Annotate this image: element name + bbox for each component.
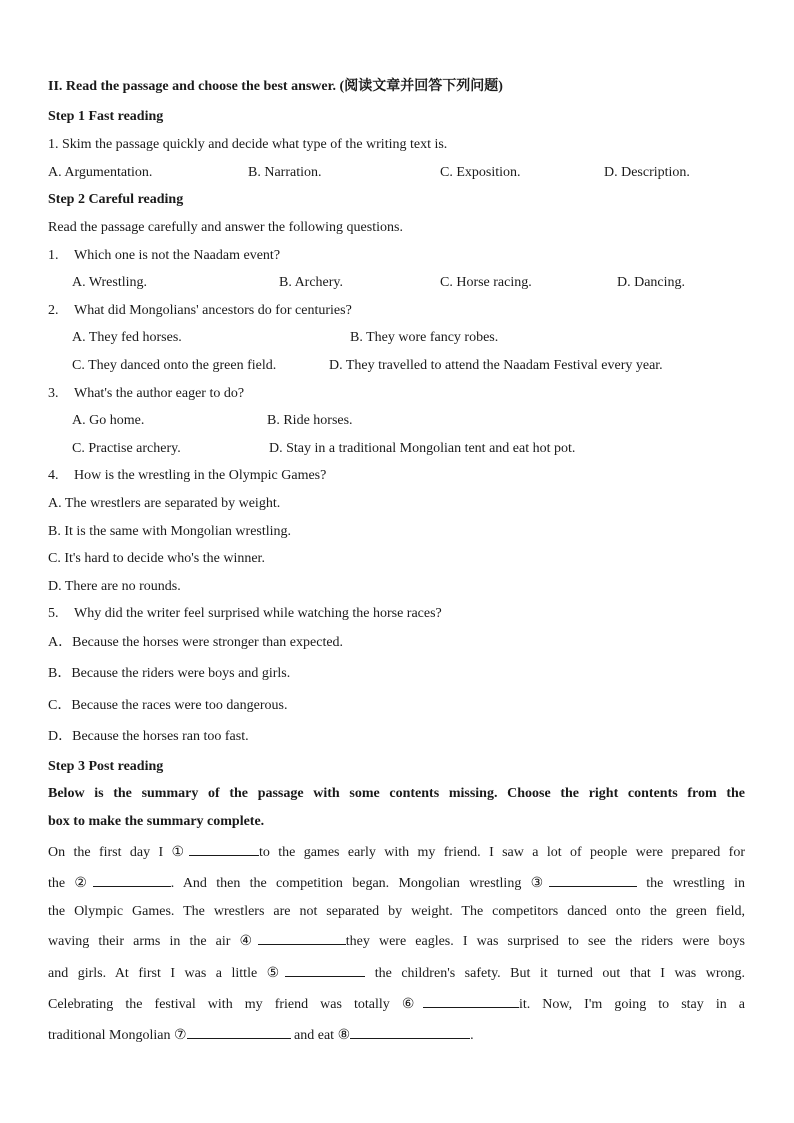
summary-line-3: the Olympic Games. The wrestlers are not separated by weight. The competitors danced onto the green field, (48, 904, 745, 919)
step1-option-c: C. Exposition. (440, 165, 521, 180)
q4-option-a: A. The wrestlers are separated by weight. (48, 496, 281, 511)
summary-line-5 (48, 963, 745, 983)
blank-6[interactable] (423, 994, 519, 1008)
summary-text: On the first day I ① (48, 845, 189, 860)
step3-heading: Step 3 Post reading (48, 759, 164, 774)
blank-1[interactable] (189, 842, 259, 856)
q2-option-a: A. They fed horses. (72, 330, 182, 345)
blank-7[interactable] (187, 1025, 291, 1039)
summary-line-7 (48, 1025, 474, 1045)
q1-option-b: B. Archery. (279, 275, 344, 290)
question-number: 2. (48, 303, 59, 318)
question-3 (48, 385, 244, 403)
step3-instruction-line1: Below is the summary of the passage with some contents missing. Choose the right contents from the (48, 786, 745, 801)
question-number: 1. (48, 248, 59, 263)
question-2 (48, 302, 352, 320)
q3-option-a: A. Go home. (72, 413, 145, 428)
q2-option-b: B. They wore fancy robes. (350, 330, 499, 345)
step2-instruction: Read the passage carefully and answer the following questions. (48, 220, 403, 235)
question-1 (48, 247, 280, 265)
step1-option-b: B. Narration. (248, 165, 322, 180)
q5-option-a: A．Because the horses were stronger than expected. (48, 635, 344, 650)
question-number: 5. (48, 606, 59, 621)
summary-line-6 (48, 994, 745, 1014)
q3-option-c: C. Practise archery. (72, 441, 181, 456)
step1-option-d: D. Description. (604, 165, 690, 180)
q3-option-d: D. Stay in a traditional Mongolian tent and eat hot pot. (269, 441, 576, 456)
summary-text: the wrestling in (646, 876, 746, 891)
blank-5[interactable] (285, 963, 365, 977)
step1-heading: Step 1 Fast reading (48, 109, 164, 124)
step1-option-a: A. Argumentation. (48, 165, 153, 180)
summary-text: it. Now, I'm going to stay in a (518, 997, 745, 1012)
question-number: 4. (48, 468, 59, 483)
summary-text: the children's safety. But it turned out that I was wrong. (374, 966, 746, 981)
step2-heading: Step 2 Careful reading (48, 192, 184, 207)
summary-text: waving their arms in the air ④ (48, 934, 258, 949)
q1-option-d: D. Dancing. (617, 275, 686, 290)
q1-option-c: C. Horse racing. (440, 275, 532, 290)
q2-option-c: C. They danced onto the green field. (72, 358, 277, 373)
q4-option-d: D. There are no rounds. (48, 579, 181, 594)
question-text: What did Mongolians' ancestors do for centuries? (74, 303, 352, 318)
summary-text: . And then the competition began. Mongolian wrestling ③ (170, 876, 549, 891)
q2-option-d: D. They travelled to attend the Naadam Festival every year. (329, 358, 663, 373)
summary-line-1 (48, 842, 745, 862)
summary-text: they were eagles. I was surprised to see the riders were boys (345, 934, 745, 949)
q4-option-b: B. It is the same with Mongolian wrestling. (48, 524, 292, 539)
summary-line-2 (48, 873, 745, 893)
step3-instruction-line2: box to make the summary complete. (48, 814, 265, 829)
summary-text: traditional Mongolian ⑦ (48, 1028, 187, 1043)
summary-text: Celebrating the festival with my friend was totally ⑥ (48, 997, 423, 1012)
question-text: What's the author eager to do? (74, 386, 245, 401)
question-text: Which one is not the Naadam event? (74, 248, 281, 263)
summary-text: to the games early with my friend. I saw a lot of people were prepared for (258, 845, 745, 860)
blank-4[interactable] (258, 931, 346, 945)
question-text: Why did the writer feel surprised while watching the horse races? (74, 606, 442, 621)
summary-text: and girls. At first I was a little ⑤ (48, 966, 286, 981)
q4-option-c: C. It's hard to decide who's the winner. (48, 551, 265, 566)
question-text: How is the wrestling in the Olympic Games? (74, 468, 327, 483)
q1-option-a: A. Wrestling. (72, 275, 148, 290)
question-4 (48, 467, 326, 485)
blank-8[interactable] (350, 1025, 470, 1039)
section-title: II. Read the passage and choose the best answer. (阅读文章并回答下列问题) (48, 79, 503, 94)
question-5 (48, 605, 442, 623)
summary-text: . (470, 1028, 474, 1043)
summary-text: and eat ⑧ (294, 1028, 351, 1043)
summary-line-4 (48, 931, 745, 951)
question-number: 3. (48, 386, 59, 401)
blank-3[interactable] (549, 873, 637, 887)
blank-2[interactable] (93, 873, 171, 887)
q5-option-d: D．Because the horses ran too fast. (48, 729, 249, 744)
q5-option-c: C．Because the races were too dangerous. (48, 698, 288, 713)
summary-text: the ② (48, 876, 93, 891)
q5-option-b: B．Because the riders were boys and girls. (48, 666, 291, 681)
step1-question: 1. Skim the passage quickly and decide what type of the writing text is. (48, 137, 448, 152)
q3-option-b: B. Ride horses. (267, 413, 353, 428)
